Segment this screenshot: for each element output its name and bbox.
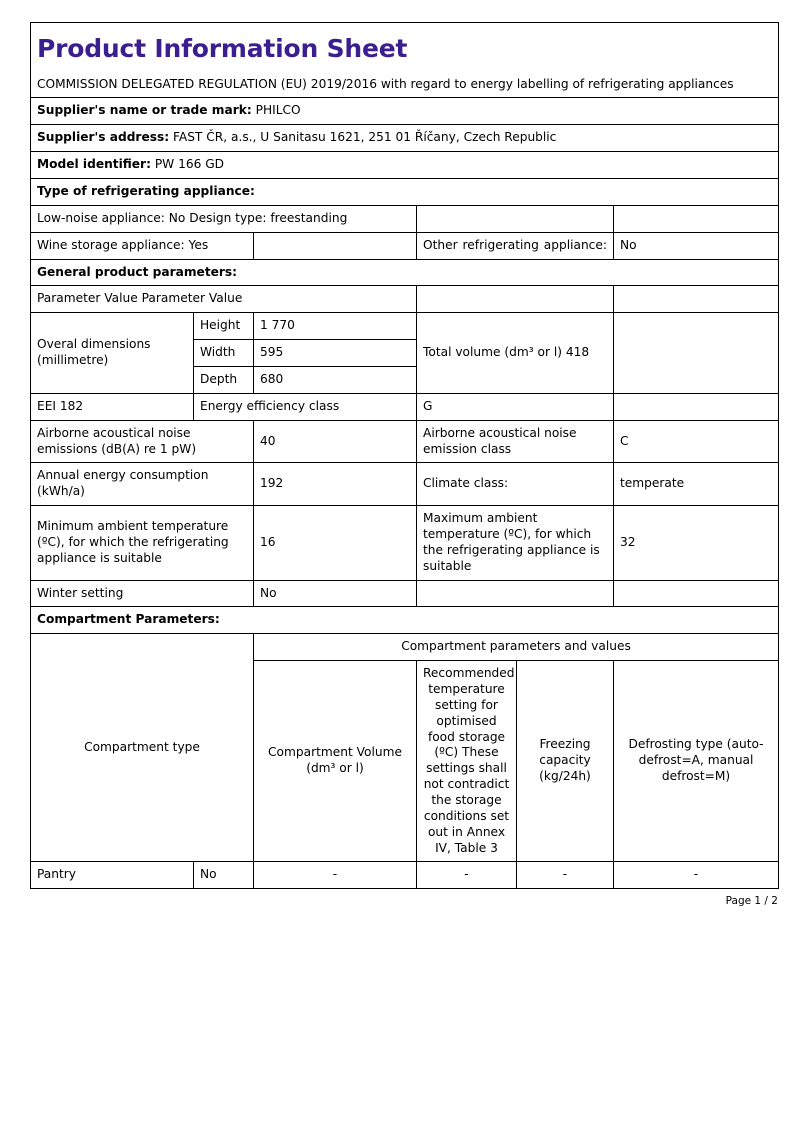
model-label: Model identifier: [37,157,151,172]
dimensions-spacer [614,313,779,394]
eei-row [31,393,779,420]
parameter-header-spacer-2 [614,286,779,313]
winter-setting-label: Winter setting [31,580,254,607]
climate-class-label: Climate class: [417,463,614,506]
max-ambient-value: 32 [614,506,779,580]
compartment-heading-row [31,607,779,634]
appliance-type-heading: Type of refrigerating appliance: [31,178,779,205]
noise-emissions-value: 40 [254,420,417,463]
compartment-row-defrosting: - [614,862,779,889]
winter-setting-spacer-2 [614,580,779,607]
winter-setting-spacer-1 [417,580,614,607]
compartment-row-volume: - [254,862,417,889]
dimension-value-height: 1 770 [254,313,417,340]
other-appliance-value: No [614,232,779,259]
total-volume-cell: Total volume (dm³ or l) 418 [417,313,614,394]
winter-setting-row [31,580,779,607]
energy-class-value: G [417,393,614,420]
general-parameters-heading-row [31,259,779,286]
energy-class-label: Energy efficiency class [194,393,417,420]
dimension-name-width: Width [194,340,254,367]
supplier-address-row [31,125,779,152]
eei-spacer [614,393,779,420]
parameter-value-header-row [31,286,779,313]
supplier-name-label: Supplier's name or trade mark: [37,103,252,118]
ambient-temperature-row [31,506,779,580]
low-noise-spacer-1 [417,205,614,232]
supplier-address-cell [31,125,779,152]
annual-energy-row [31,463,779,506]
supplier-name-value: PHILCO [255,103,301,118]
compartment-row-temperature: - [417,862,517,889]
min-ambient-label: Minimum ambient temperature (ºC), for which the refrigerating appliance is suitable [31,506,254,580]
dimensions-label: Overal dimensions (millimetre) [31,313,194,394]
compartment-row-present: No [194,862,254,889]
climate-class-value: temperate [614,463,779,506]
other-appliance-label: Other refrigerating appliance: [417,232,614,259]
model-value: PW 166 GD [154,157,225,172]
page-footer: Page 1 / 2 [725,895,778,908]
dimension-value-width: 595 [254,340,417,367]
low-noise-spacer-2 [614,205,779,232]
supplier-address-label: Supplier's address: [37,130,170,145]
column-header-defrosting-type: Defrosting type (auto-defrost=A, manual defrost=M) [614,661,779,862]
dimension-value-depth: 680 [254,366,417,393]
column-header-volume: Compartment Volume (dm³ or l) [254,661,417,862]
low-noise-row [31,205,779,232]
compartment-table-header-row [31,634,779,661]
annual-energy-value: 192 [254,463,417,506]
column-header-compartment-type: Compartment type [31,634,254,862]
product-information-table [30,22,779,889]
parameter-value-header: Parameter Value Parameter Value [31,286,417,313]
low-noise-cell: Low-noise appliance: No Design type: freestanding [31,205,417,232]
eei-value: EEI 182 [31,393,194,420]
model-row [31,152,779,179]
noise-emissions-label: Airborne acoustical noise emissions (dB(A) re 1 pW) [31,420,254,463]
compartment-row-type: Pantry [31,862,194,889]
max-ambient-label: Maximum ambient temperature (ºC), for which the refrigerating appliance is suitable [417,506,614,580]
wine-storage-cell: Wine storage appliance: Yes [31,232,254,259]
min-ambient-value: 16 [254,506,417,580]
noise-emissions-row [31,420,779,463]
title-row [31,23,779,72]
compartment-values-header: Compartment parameters and values [254,634,779,661]
table-row [31,862,779,889]
dimension-name-depth: Depth [194,366,254,393]
noise-class-value: C [614,420,779,463]
regulation-text: COMMISSION DELEGATED REGULATION (EU) 2019/2016 with regard to energy labelling of refrigerating appliances [31,72,779,98]
wine-storage-row [31,232,779,259]
compartment-heading: Compartment Parameters: [31,607,779,634]
noise-class-label: Airborne acoustical noise emission class [417,420,614,463]
compartment-row-freezing: - [517,862,614,889]
page-title: Product Information Sheet [37,34,408,63]
title-cell [31,23,779,72]
wine-storage-spacer [254,232,417,259]
appliance-type-heading-row [31,178,779,205]
parameter-header-spacer-1 [417,286,614,313]
column-header-freezing-capacity: Freezing capacity (kg/24h) [517,661,614,862]
regulation-row [31,72,779,98]
general-parameters-heading: General product parameters: [31,259,779,286]
dimension-name-height: Height [194,313,254,340]
supplier-address-value: FAST ČR, a.s., U Sanitasu 1621, 251 01 Říčany, Czech Republic [172,130,557,145]
model-cell [31,152,779,179]
winter-setting-value: No [254,580,417,607]
supplier-name-row [31,98,779,125]
annual-energy-label: Annual energy consumption (kWh/a) [31,463,254,506]
column-header-temperature: Recommended temperature setting for optimised food storage (ºC) These settings shall not contradict the storage conditions set out in Annex IV, Table 3 [417,661,517,862]
dimension-height-row [31,313,779,340]
supplier-name-cell [31,98,779,125]
